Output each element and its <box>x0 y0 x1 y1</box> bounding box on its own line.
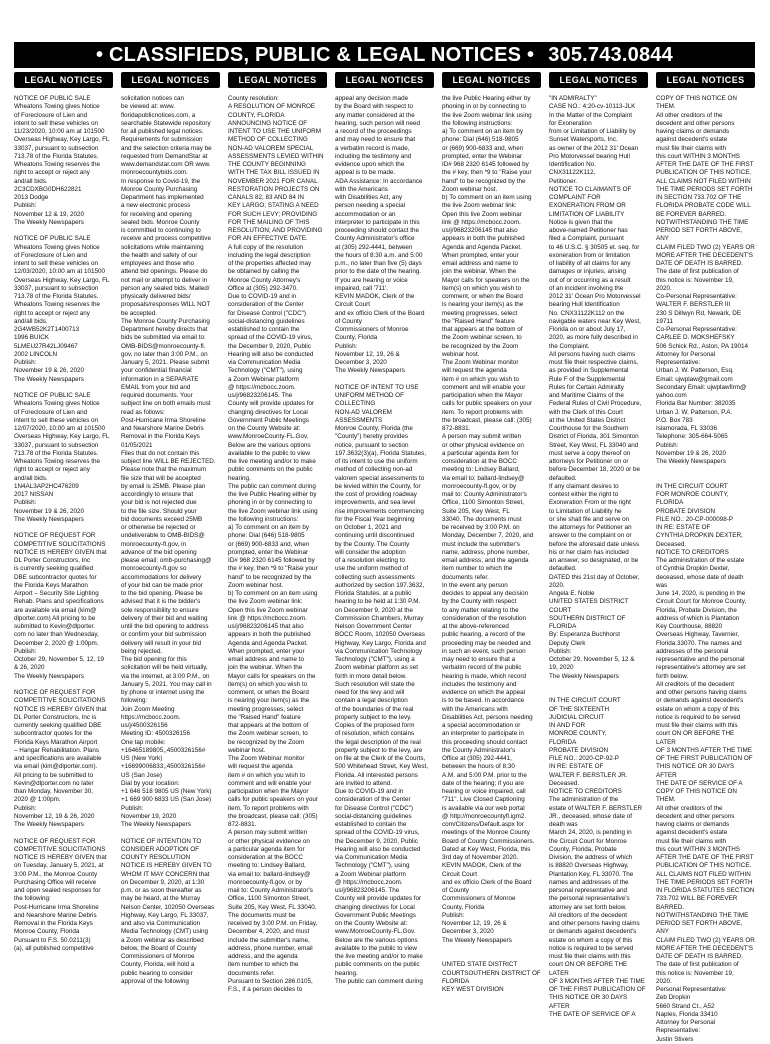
column-text: the live Public Hearing either by phoning in or by connecting to the live Zoom webinar link using the following instructions: a) To comment on an item by phone: Dial (646) 518-9805 or (669) 900-6833 and, when prompted, enter the Webinar ID# 968 2320 6145 followed by the # key, then *9 to "Raise your hand" to be recognized by the Zoom webinar host. b) To comment on an item using the live Zoom webinar link: Open this live Zoom webinar link @ https://mcbocc.zoom. us/j/96823206145 that also appears in both the published Agenda and Agenda Packet. When prompted, enter your email address and name to join the webinar. When the Mayor calls for speakers on the item(s) on which you wish to comment, or when the Board is nearing your item(s) as the meeting progresses, select the "Raised Hand" feature that appears at the bottom of the Zoom webinar screen, to be recognized by the Zoom webinar host. The Zoom Webinar monitor will request the agenda item # on which you wish to comment and will enable your participation when the Mayor calls for public speakers on your item. To report problems with the broadcast, please call: (305) 872-8831. A person may submit written or other physical evidence on a particular agenda item for consideration at the BOCC meeting to: Lindsey Ballard, via email to: ballard-lindsey@ monroecounty-fl.gov, or by mail to: County Administrator's Office, 1100 Simonton Street, Suite 205, Key West, FL 33040. The documents must be received by 3:00 P.M. on Monday, December 7, 2020, and must include the submitter's name, address, phone number, email address, and the agenda item number to which the documents refer. In the event any person decides to appeal any decision by the County with respect to any matter relating to the consideration of the resolution at the above-referenced public hearing, a record of the proceeding may be needed and in such an event, such person may need to ensure that a verbatim record of the public hearing is made, which record includes the testimony and evidence on which the appeal is to be based. In accordance with the Americans with Disabilities Act, persons needing a special accommodation or an interpreter to participate in this proceeding should contact the County Administrator's Office at (305) 292-4441, between the hours of 8:30 A.M. and 5:00 P.M. prior to the date of the hearing; if you are hearing or voice impaired, call "711". Live Closed Captioning is available via our web portal @ http://monroecountyfl.igm2. com/Citizens/Default.aspx for meetings of the Monroe County Board of County Commissioners. Dated at Key West, Florida, this 3rd day of November 2020. KEVIN MADOK, Clerk of the Circuit Court and ex officio Clerk of the Board of County Commissioners of Monroe County, Florida Publish: November 12, 19, 26 & December 3, 2020 The Weekly Newspapers UNITED STATE DISTRICT COURTSOUTHERN DISTRICT OF FLORIDA KEY WEST DIVISION <box>442 95 541 993</box>
banner-phone: 305.743.0844 <box>548 43 673 66</box>
column-header: LEGAL NOTICES <box>228 72 327 88</box>
column-text: County resolution: A RESOLUTION OF MONROE COUNTY, FLORIDA ANNOUNCING NOTICE OF INTENT TO USE THE UNIFORM METHOD OF COLLECTING NON-AD VALOREM SPECIAL ASSESSMENTS LEVIED WITHIN THE COUNTY BEGINNING WITH THE TAX BILL ISSUED IN NOVEMBER 2021 FOR CANAL RESTORATION PROJECTS ON CANALS 82, 83 AND 84 IN KEY LARGO; STATING A NEED FOR SUCH LEVY; PROVIDING FOR THE MAILING OF THIS RESOLUTION; AND PROVIDING FOR AN EFFECTIVE DATE. A full copy of the resolution including the legal description of the properties affected may be obtained by calling the Monroe County Attorney's Office at (305) 292-3470. Due to COVID-19 and in consideration of the Center for Disease Control ("CDC") social-distancing guidelines established to contain the spread of the COVID-19 virus, the December 9, 2020, Public Hearing will also be conducted via Communication Media Technology ("CMT"), using a Zoom Webinar platform @ https://mcbocc.zoom. us/j/96823206145. The County will provide updates for changing directives for Local Government Public Meetings on the County Website at: www.MonroeCounty-FL.Gov. Below are the various options available to the public to view the live meeting and/or to make public comments on the public hearing. The public can comment during the live Public Hearing either by phoning in or by connecting to the live Zoom webinar link using the following instructions: a) To comment on an item by phone: Dial (646) 518-9805 or (669) 900-6833 and, when prompted, enter the Webinar ID# 968 2320 6145 followed by the # key, then *9 to "Raise your hand" to be recognized by the Zoom webinar host. b) To comment on an item using the live Zoom webinar link: Open this live Zoom webinar link @ https://mcbocc.zoom. us/j/96823206145 that also appears in both the published Agenda and Agenda Packet. When prompted, enter your email address and name to join the webinar. When the Mayor calls for speakers on the item(s) on which you wish to comment, or when the Board is nearing your item(s) as the meeting progresses, select the "Raised Hand" feature that appears at the bottom of the Zoom webinar screen, to be recognized by the Zoom webinar host. The Zoom Webinar monitor will request the agenda item # on which you wish to comment and will enable your participation when the Mayor calls for public speakers on your item. To report problems with the broadcast, please call: (305) 872-8831. A person may submit written or other physical evidence on a particular agenda item for consideration at the BOCC meeting to: Lindsey Ballard, via email to: ballard-lindsey@ monroecounty-fl.gov, or by mail to: County Administrator's Office, 1100 Simonton Street, Suite 205, Key West, FL 33040. The documents must be received by 3:00 P.M. on Friday, December 4, 2020, and must include the submitter's name, address, phone number, email address, and the agenda item number to which the documents refer. Pursuant to Section 286.0105, F.S., if a person decides to <box>228 95 324 993</box>
column-header: LEGAL NOTICES <box>121 72 220 88</box>
column-text: COPY OF THIS NOTICE ON THEM. All other creditors of the decedent and other persons having claims or demands against decedent's estate must file their claims with this court WITHIN 3 MONTHS AFTER THE DATE OF THE FIRST PUBLICATION OF THIS NOTICE. ALL CLAIMS NOT FILED WITHIN THE TIME PERIODS SET FORTH IN SECTION 733.702 OF THE FLORIDA PROBATE CODE WILL BE FOREVER BARRED. NOTWITHSTANDING THE TIME PERIOD SET FORTH ABOVE, ANY CLAIM FILED TWO (2) YEARS OR MORE AFTER THE DECEDENT'S DATE OF DEATH IS BARRED. The date of first publication of this notice is: November 19, 2020. Co-Personal Representative: WALTER F. BERSTLER III 230 S Dillwyn Rd, Newark, DE 19711 Co-Personal Representative: CARLEE D. MOKSHEFSKY 506 Schick Rd., Aston, PA 19014 Attorney for Personal Representative: Urban J. W. Patterson, Esq. Email: ujwplaw@gmail.com Secondary Email: ujwplawfirm@ yahoo.com Florida Bar Number: 382035 Urban J. W. Patterson, P.A. P.O. Box 783 Islamorada, FL 33036 Telephone: 305-664-5065 Publish: November 19 & 26, 2020 The Weekly Newspapers IN THE CIRCUIT COURT FOR MONROE COUNTY, FLORIDA PROBATE DIVISION FILE NO.: 20-CP-000098-P IN RE: ESTATE OF CYNTHIA DROPKIN DEXTER, Deceased. NOTICE TO CREDITORS The administration of the estate of Cynthia Dropkin Dexter, deceased, whose date of death was June 14, 2020, is pending in the Circuit Court for Monroe County, Florida, Probate Division, the address of which is Plantation Key Courthouse, 88820 Overseas Highway, Tavernier, Florida 33070. The names and addresses of the personal representative and the personal representative's attorney are set forth below. All creditors of the decedent and other persons having claims or demands against decedent's estate on whom a copy of this notice is required to be served must file their claims with this court ON OR BEFORE THE LATER OF 3 MONTHS AFTER THE TIME OF THE FIRST PUBLICATION OF THIS NOTICE OR 30 DAYS AFTER THE DATE OF SERVICE OF A COPY OF THIS NOTICE ON THEM. All other creditors of the decedent and other persons having claims or demands against decedent's estate must file their claims with this court WITHIN 3 MONTHS AFTER THE DATE OF THE FIRST PUBLICATION OF THIS NOTICE. ALL CLAIMS NOT FILED WITHIN THE TIME PERIODS SET FORTH IN FLORIDA STATUTES SECTION 733.702 WILL BE FOREVER BARRED. NOTWITHSTANDING THE TIME PERIOD SET FORTH ABOVE, ANY CLAIM FILED TWO (2) YEARS OR MORE AFTER THE DECEDENT'S DATE OF DEATH IS BARRED. The date of first publication of this notice is: November 19, 2020. Personal Representative: Zeb Dropkin 5660 Strand Ct., A52 Naples, Florida 33410 Attorney for Personal Representative: Justin Stivers <box>656 95 755 1043</box>
column-header: LEGAL NOTICES <box>442 72 541 88</box>
column-2 <box>121 72 220 1018</box>
banner-title: • CLASSIFIEDS, PUBLIC & LEGAL NOTICES • <box>96 43 535 66</box>
column-text: appeal any decision made by the Board with respect to any matter considered at the hearing, such person will need a record of the proceedings and may need to ensure that a verbatim record is made, including the testimony and evidence upon which the appeal is to be made. ADA Assistance: In accordance with the Americans with Disabilities Act, any person needing a special accommodation or an interpreter to participate in this proceeding should contact the County Administrator's office at (305) 292-4441, between the hours of 8:30 a.m. and 5:00 p.m., no later than five (5) days prior to the date of the hearing. If you are hearing or voice impaired, call '711'. KEVIN MADOK, Clerk of the Circuit Court and ex officio Clerk of the Board of County Commissioners of Monroe County, Florida Publish: November 12, 19, 26 & December 3, 2020 The Weekly Newspapers NOTICE OF INTENT TO USE UNIFORM METHOD OF COLLECTING NON-AD VALOREM ASSESSMENTS Monroe County, Florida (the "County") hereby provides notice, pursuant to section 197.3632(3)(a), Florida Statutes, of its intent to use the uniform method of collecting non-ad valorem special assessments to be levied within the County, for the cost of providing roadway improvements, and sea level rise improvements commencing for the Fiscal Year beginning on October 1, 2021 and continuing until discontinued by the County. The County will consider the adoption of a resolution electing to use the uniform method of collecting such assessments authorized by section 197.3632, Florida Statutes, at a public hearing to be held at 1:30 P.M. on December 9, 2020 at the Commission Chambers, Murray Nelson Government Center BOCC Room, 102050 Overseas Highway, Key Largo, Florida and via Communication Technology Technology ("CMT"), using a Zoom webinar platform as set forth in more detail below. Such resolution will state the need for the levy and will contain a legal description of the boundaries of the real property subject to the levy. Copies of the proposed form of resolution, which contains the legal description of the real property subject to the levy, are on file at the Clerk of the Courts, 500 Whitehead Street, Key West, Florida. All interested persons are invited to attend. Due to COVID-19 and in consideration of the Center for Disease Control ("CDC") social-distancing guidelines established to contain the spread of the COVID-19 virus, the December 9, 2020, Public Hearing will also be conducted via Communication Media Technology ("CMT"), using a Zoom Webinar platform @ https://mcbocc.zoom. us/j/96823206145. The County will provide updates for changing directives for Local Government Public Meetings on the County Website at: www.MonroeCounty-FL.Gov. Below are the various options available to the public to view the live meeting and/or to make public comments on the public hearing. The public can comment during <box>335 95 428 985</box>
column-4 <box>335 72 434 1018</box>
section-banner <box>14 42 755 68</box>
column-text: "IN ADMIRALTY" CASE NO.: 4:20-cv-10113-JLK In the Matter of the Complaint for Exoneration from or Limitation of Liability by Sunset Watersports, Inc. as owner of the 2012 31' Ocean Pro Motorvessel bearing Hull Identification No. CNX31122K112, Petitioner. NOTICE TO CLAIMANTS OF COMPLAINT FOR EXONERATION FROM OR LIMITATION OF LIABILITY Notice is given that the above-named Petitioner has filed a Complaint, pursuant to 46 U.S.C. § 30505 et. seq. for exoneration from or limitation of liability of all claims for any damages or injuries, arising out of or occurring as a result of an incident involving the 2012 31' Ocean Pro Motorvessel bearing Hull Identification No. CNX31122K112 on the navigable waters near Key West, Florida on or about July 17, 2020, as more fully described in the Complaint. All persons having such claims must file their respective claims, as provided in Supplemental Rule F of the Supplemental Rules for Certain Admiralty and Maritime Claims of the Federal Rules of Civil Procedure, with the Clerk of this Court at the United States District Courthouse for the Southern District of Florida, 301 Simonton Street, Key West, FL 33040 and must serve a copy thereof on attorneys for Petitioner on or before December 18, 2020 or be defaulted. If any claimant desires to contest either the right to Exoneration From or the right to Limitation of Liability he or she shall file and serve on the attorneys for Petitioner an answer to the complaint on or before the aforesaid date unless his or her claim has included an answer, so designated, or be defaulted. DATED this 21st day of October, 2020. Angela E. Noble UNITED STATES DISTRICT COURT SOUTHERN DISTRICT OF FLORIDA By: Esperanza Buchhorst Deputy Clerk Publish: October 29, November 5, 12 & 19, 2020 The Weekly Newspapers IN THE CIRCUIT COURT OF THE SIXTEENTH JUDICIAL CIRCUIT IN AND FOR MONROE COUNTY, FLORIDA PROBATE DIVISION FILE NO.: 2020-CP-92-P IN RE: ESTATE OF WALTER F. BERSTLER JR. Deceased. NOTICE TO CREDITORS The administration of the estate of WALTER F. BERSTLER JR., deceased, whose date of death was March 24, 2020, is pending in the Circuit Court for Monroe County, Florida, Probate Division, the address of which is 88820 Overseas Highway, Plantation Key, FL 33070. The names and addresses of the personal representative and the personal representative's attorney are set forth below. All creditors of the decedent and other persons having claims or demands against decedent's estate on whom a copy of this notice is required to be served must file their claims with this court ON OR BEFORE THE LATER OF 3 MONTHS AFTER THE TIME OF THE FIRST PUBLICATION OF THIS NOTICE OR 30 DAYS AFTER THE DATE OF SERVICE OF A <box>549 95 646 1018</box>
column-header: LEGAL NOTICES <box>14 72 113 88</box>
column-5 <box>442 72 541 1018</box>
column-header: LEGAL NOTICES <box>335 72 434 88</box>
column-text: solicitation notices can be viewed at: www. floridapublicnotices.com, a searchable Statewide repository for all published legal notices. Requirements for submission and the selection criteria may be requested from DemandStar at www.demandstar.com OR www. monroecountybids.com. In response to Covid-19, the Monroe County Purchasing Department has implemented a new electronic process for receiving and opening sealed bids. Monroe County is committed to continuing to receive and process competitive solicitations while maintaining the health and safety of our employees and those who attend bid openings. Please do not mail or attempt to deliver in person any sealed bids. Mailed/ physically delivered bids/ proposals/responses WILL NOT be accepted. The Monroe County Purchasing Department hereby directs that bids be submitted via email to: OMB-BIDS@monroecounty-fl. gov, no later than 3:00 P.M., on January 5, 2021. Please submit your confidential financial information in a SEPARATE EMAIL from your bid and required documents. Your subject line on both emails must read as follows: Post-Hurricane Irma Shoreline and Nearshore Marine Debris Removal in the Florida Keys 01/05/2021 Files that do not contain this subject line WILL BE REJECTED. Please note that the maximum file size that will be accepted by email is 25MB. Please plan accordingly to ensure that your bid is not rejected due to the file size. Should your bid documents exceed 25MB or otherwise be rejected or undeliverable to OMB-BIDS@ monroecounty-fl.gov, in advance of the bid opening please email: omb-purchasing@ monroecounty-fl.gov so accommodations for delivery of your bid can be made prior to the bid opening. Please be advised that it is the bidder's sole responsibility to ensure delivery of their bid and waiting until the bid opening to address or confirm your bid submission delivery will result in your bid being rejected. The bid opening for this solicitation will be held virtually, via the internet, at 3:00 P.M., on January 5, 2021. You may call in by phone or internet using the following: Join Zoom Meeting https://mcbocc.zoom. us/j/4500326156 Meeting ID: 4500326156 One tap mobile: +16465189805,,4500326156# US (New York) +16699006833,,4500326156# US (San Jose) Dial by your location: +1 646 518 9805 US (New York) +1 669 900 6833 US (San Jose) Publish: November 19, 2020 The Weekly Newspapers NOTICE OF INTENTION TO CONSIDER ADOPTION OF COUNTY RESOLUTION NOTICE IS HEREBY GIVEN TO WHOM IT MAY CONCERN that on December 9, 2020, at 1:30 p.m. or as soon thereafter as may be heard, at the Murray Nelson Center, 102050 Overseas Highway, Key Largo, FL 33037, and also via Communication Media Technology (CMT) using a Zoom webinar as described below, the Board of County Commissioners of Monroe County, Florida, will hold a public hearing to consider approval of the following <box>121 95 216 985</box>
column-7 <box>656 72 755 1043</box>
column-6 <box>549 72 648 1018</box>
column-3 <box>228 72 327 1018</box>
column-text: NOTICE OF PUBLIC SALE Wheatons Towing gives Notice of Foreclosure of Lien and intent to sell these vehicles on 11/23/2020, 10:00 am at 101500 Overseas Highway, Key Largo, FL 33037, pursuant to subsection 713.78 of the Florida Statutes. Wheatons Towing reserves the right to accept or reject any and/all bids. 2C3CDXBG0DH622821 2013 Dodge Publish: November 12 & 19, 2020 The Weekly Newspapers NOTICE OF PUBLIC SALE Wheatons Towing gives Notice of Foreclosure of Lien and intent to sell these vehicles on 12/03/2020, 10:00 am at 101500 Overseas Highway, Key Largo, FL 33037, pursuant to subsection 713.78 of the Florida Statutes. Wheatons Towing reserves the right to accept or reject any and/all bids. 2G4WB52K2T1400713 1996 BUICK 5LMEU27R42LJ09467 2002 LINCOLN Publish: November 19 & 26, 2020 The Weekly Newspapers NOTICE OF PUBLIC SALE Wheatons Towing gives Notice of Foreclosure of Lien and intent to sell these vehicles on 12/07/2020, 10:00 am at 101500 Overseas Highway, Key Largo, FL 33037, pursuant to subsection 713.78 of the Florida Statutes. Wheatons Towing reserves the right to accept or reject any and/all bids. 1N4AL3AP2HC476209 2017 NISSAN Publish: November 19 & 26, 2020 The Weekly Newspapers NOTICE OF REQUEST FOR COMPETITIVE SOLICITATIONS NOTICE IS HEREBY GIVEN that DL Porter Constructors, Inc is currently seeking qualified DBE subcontractor quotes for the Florida Keys Marathon Airport – Security Site Lighting Rehab. Plans and specifications are available via email (kim@ dlporter.com) All pricing to be submitted to Kevin@dlporter. com no later than Wednesday, December 2, 2020 @ 1:00pm. Publish: October 29, November 5, 12, 19 & 26, 2020 The Weekly Newspapers NOTICE OF REQUEST FOR COMPETITIVE SOLICITATIONS NOTICE IS HEREBY GIVEN that DL Porter Constructors, Inc is currently seeking qualified DBE subcontractor quotes for the Florida Keys Marathon Airport – Hangar Rehabilitation. Plans and specifications are available via email (kim@dlporter.com). All pricing to be submitted to Kevin@dlporter.com no later than Monday, November 30, 2020 @ 1:00pm. Publish: November 12, 19 & 26, 2020 The Weekly Newspapers NOTICE OF REQUEST FOR COMPETITIVE SOLICITATIONS NOTICE IS HEREBY GIVEN that on Tuesday, January 5, 2021, at 3:00 P.M., the Monroe County Purchasing Office will receive and open sealed responses for the following: Post-Hurricane Irma Shoreline and Nearshore Marine Debris Removal in the Florida Keys Monroe County, Florida Pursuant to F.S. 50.0211(3) (a), all published competitive <box>14 95 110 952</box>
legal-notices-columns <box>14 72 755 1043</box>
column-header: LEGAL NOTICES <box>656 72 755 88</box>
column-header: LEGAL NOTICES <box>549 72 648 88</box>
column-1 <box>14 72 113 1018</box>
